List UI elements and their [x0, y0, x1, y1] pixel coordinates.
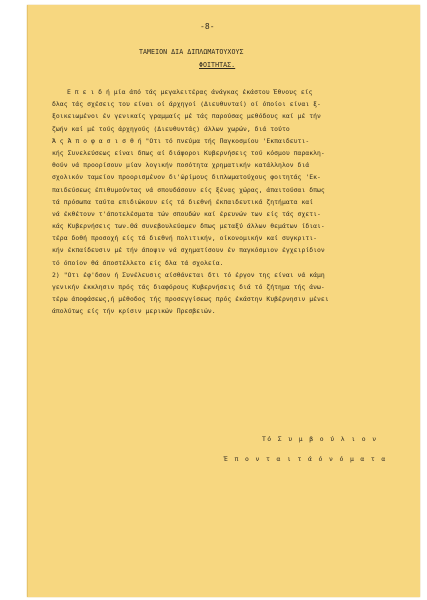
- body-line: Ά ς Ά π ο φ α σ ι σ θ ή "Οτι τό πνεύμα τής Παγκοσμίου 'Εκπαιδευτι-: [52, 136, 310, 145]
- signature-council: Τό Σ υ μ β ο ύ λ ι ο ν: [262, 435, 378, 443]
- body-line: ζωήν καί μέ τούς άρχηγούς (Διευθυντάς) άλλων χωρών, διά τούτο: [52, 124, 290, 133]
- body-line: τέρα δοθή προσοχή είς τά διεθνή πολιτικήν, οίκονομικήν καί συγκριτι-: [52, 234, 318, 243]
- body-line: τά πρόσωπα ταύτα επιδιώκουν είς τά διεθνή έκπαιδευτικά ζητήματα καί: [52, 197, 314, 206]
- body-line: κής Συνελεύσεως είναι δπως αί διάφοροι Κυβερνήσεις τού κόσμου παρακλη-: [52, 148, 325, 157]
- body-line: σχολικόν ταμείον προορισμένον δι'ώρίμους διπλωματούχους φοιτητάς 'Εκ-: [52, 173, 321, 182]
- body-line: παιδεύσεως έπιθυμούντας νά σπουδάσουν είς ξένας χώρας, άπαιτούσαι δπως: [52, 185, 325, 194]
- body-line: κάς Κυβερνήσεις των.Θά συνεβουλεύαμεν δπως μεταξύ άλλων θεμάτων ίδιαι-: [52, 222, 325, 231]
- document-page: [27, 5, 420, 597]
- page-number: -8-: [200, 22, 215, 31]
- signature-names-follow: Ἐ π ο ν τ α ι τ ά ό ν ό μ α τ α: [224, 455, 387, 463]
- body-line: δλας τάς σχέσεις του είναι οί άρχηγοί (Διευθυνταί) οί όποίοι είναι ξ-: [52, 100, 321, 109]
- document-body: [52, 88, 407, 320]
- body-line: τό όποίον θά άποστέλλετο είς δλα τά σχολεία.: [52, 258, 224, 267]
- document-title: ΤΑΜΕΙΟΝ ΔΙΑ ΔΙΠΛΩΜΑΤΟΥΧΟΥΣ: [139, 48, 244, 56]
- body-line: Ε π ε ι δ ή μία άπό τάς μεγαλειτέρας άνάγκας έκάστου Έθνους είς: [67, 88, 313, 96]
- body-line: γενικήν έκκλησιν πρός τάς διαφόρους Κυβερνήσεις διά τό ζήτημα τής άνω-: [52, 283, 325, 291]
- body-line: νά έκθέτουν τ'άποτελέσματα τών σπουδών καί έρευνών των είς τάς σχετι-: [52, 209, 321, 218]
- body-line: ξοικειωμένοι έν γενικαίς γραμμαίς μέ τάς παρούσας μεθόδους καί μέ τήν: [52, 112, 321, 121]
- body-line: άπολύτως είς τήν κρίσιν μερικών Πρεσβειών.: [52, 307, 216, 316]
- body-line: θούν νά προορίσουν μίαν λογικήν ποσότητα χρηματικήν κατάλληλον διά: [52, 161, 310, 170]
- body-line: τέρω άποφάσεως,ή μέθοδος τής προσεγγίσεως πρός έκάστην Κυβέρνησιν μένει: [52, 295, 329, 304]
- body-line: κήν έκπαίδευσιν μέ τήν άποψιν νά σχηματίσουν έν παγκόσμιον έγχειρίδιον: [52, 246, 325, 255]
- document-subtitle: ΦΟΙΤΗΤΑΣ.: [199, 61, 236, 69]
- body-line: 2) "Οτι έφ'δσον ή Συνέλευσις αίσθάνεται δτι τό έργον της είναι νά κάμη: [52, 270, 325, 279]
